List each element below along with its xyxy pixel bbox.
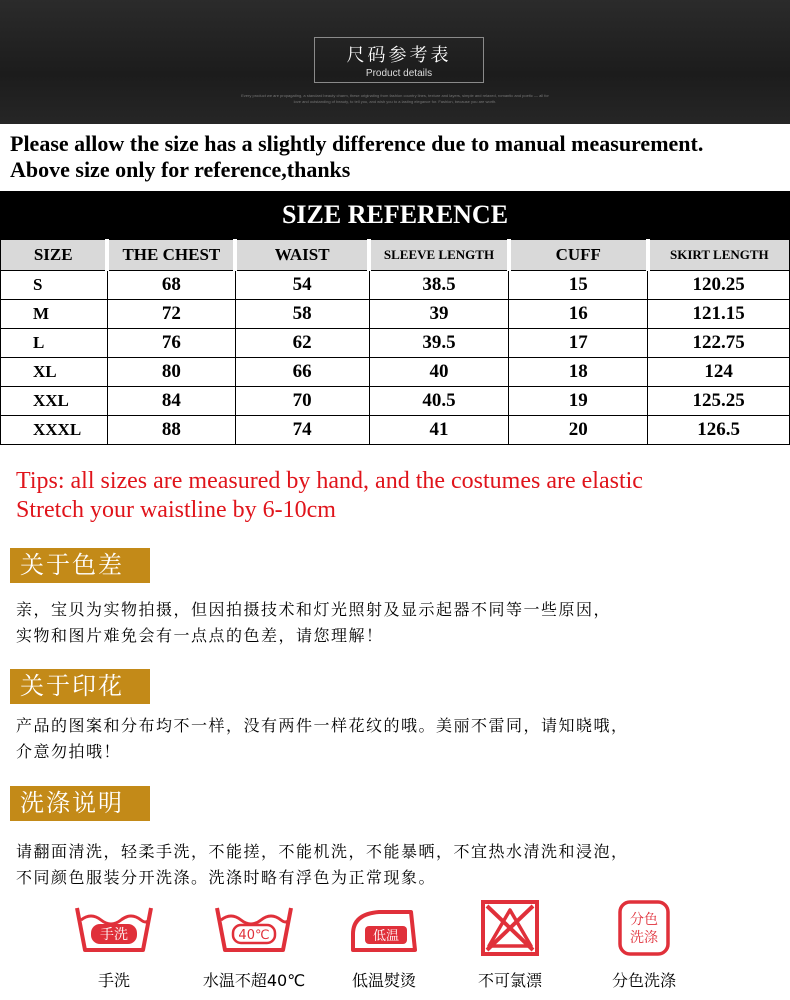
water-temp-icon bbox=[209, 898, 299, 958]
section-label-washing: 洗涤说明 bbox=[10, 786, 150, 821]
svg-text:低温: 低温 bbox=[372, 929, 400, 944]
size-table-header-row bbox=[1, 240, 790, 271]
table-cell: 125.25 bbox=[648, 387, 790, 416]
section-line: 请翻面清洗，轻柔手洗，不能搓，不能机洗，不能暴晒，不宜热水清洗和浸泡， bbox=[16, 842, 629, 861]
table-cell: 74 bbox=[235, 416, 369, 445]
tips-line-1: Tips: all sizes are measured by hand, and the costumes are elastic bbox=[16, 468, 643, 494]
banner-subtitle: Product details bbox=[365, 68, 433, 79]
banner-title-box bbox=[314, 37, 484, 83]
sizing-tips bbox=[16, 467, 786, 525]
section-label-printing: 关于印花 bbox=[10, 669, 150, 704]
table-row bbox=[1, 300, 790, 329]
notice-line-2: Above size only for reference,thanks bbox=[10, 157, 351, 182]
table-cell: 121.15 bbox=[648, 300, 790, 329]
table-cell: 40 bbox=[369, 358, 509, 387]
table-cell: 62 bbox=[235, 329, 369, 358]
size-table bbox=[0, 239, 790, 445]
section-text-washing bbox=[16, 839, 781, 891]
table-cell: XXL bbox=[1, 387, 108, 416]
care-label-hand-wash: 手洗 bbox=[97, 971, 130, 990]
table-cell: 54 bbox=[235, 271, 369, 300]
notice-line-1: Please allow the size has a slightly difference due to manual measurement. bbox=[10, 131, 704, 156]
section-label-color-difference: 关于色差 bbox=[10, 548, 150, 583]
table-row bbox=[1, 271, 790, 300]
no-bleach-icon bbox=[465, 898, 555, 958]
table-cell: 58 bbox=[235, 300, 369, 329]
table-row bbox=[1, 329, 790, 358]
table-cell: 72 bbox=[107, 300, 235, 329]
column-header-cuff: CUFF bbox=[509, 240, 648, 271]
table-cell: XXXL bbox=[1, 416, 108, 445]
separate-wash-symbol-text: 分色洗涤 bbox=[630, 912, 658, 946]
care-label-separate-wash: 分色洗涤 bbox=[611, 971, 676, 990]
column-header-skirt-length: SKIRT LENGTH bbox=[648, 240, 790, 271]
svg-text:40℃: 40℃ bbox=[238, 928, 270, 943]
svg-text:手洗: 手洗 bbox=[100, 927, 128, 943]
table-cell: 76 bbox=[107, 329, 235, 358]
table-cell: 122.75 bbox=[648, 329, 790, 358]
table-cell: 20 bbox=[509, 416, 648, 445]
care-label-no-bleach: 不可氯漂 bbox=[477, 971, 542, 990]
table-cell: 84 bbox=[107, 387, 235, 416]
table-cell: 39 bbox=[369, 300, 509, 329]
table-cell: 16 bbox=[509, 300, 648, 329]
table-row bbox=[1, 416, 790, 445]
section-text-printing bbox=[16, 713, 781, 765]
table-row bbox=[1, 387, 790, 416]
table-cell: 126.5 bbox=[648, 416, 790, 445]
column-header-sleeve-length: SLEEVE LENGTH bbox=[369, 240, 509, 271]
table-cell: 18 bbox=[509, 358, 648, 387]
low-iron-icon bbox=[339, 898, 429, 958]
tips-line-2: Stretch your waistline by 6-10cm bbox=[16, 497, 336, 523]
table-cell: 39.5 bbox=[369, 329, 509, 358]
section-line: 介意勿拍哦！ bbox=[16, 742, 122, 761]
care-item-hand-wash bbox=[44, 898, 184, 991]
section-text-color-difference bbox=[16, 597, 781, 649]
section-line: 实物和图片难免会有一点点的色差，请您理解！ bbox=[16, 626, 384, 645]
banner-fine-print: Every product we are propagating, a standard beauty charm, these originating from fashion country lines, texture and layers, simple and relaxed, romantic and poetic — all for love and outstanding of beauty, to tell you, and wish you to a lasting elegance for. Fashion, because you are worth. bbox=[241, 93, 549, 104]
measurement-notice bbox=[10, 131, 785, 183]
size-table-title: SIZE REFERENCE bbox=[0, 191, 790, 239]
table-cell: 17 bbox=[509, 329, 648, 358]
banner-title: 尺码参考表 bbox=[346, 45, 452, 66]
care-item-water-temp bbox=[184, 898, 324, 991]
care-item-separate-wash bbox=[574, 898, 714, 991]
table-cell: 70 bbox=[235, 387, 369, 416]
care-item-low-iron bbox=[314, 898, 454, 991]
table-cell: 19 bbox=[509, 387, 648, 416]
care-label-low-iron: 低温熨烫 bbox=[351, 971, 416, 990]
table-cell: 124 bbox=[648, 358, 790, 387]
table-cell: 120.25 bbox=[648, 271, 790, 300]
column-header-size: SIZE bbox=[1, 240, 108, 271]
care-label-water-temp: 水温不超40℃ bbox=[202, 971, 306, 990]
table-cell: 66 bbox=[235, 358, 369, 387]
table-row bbox=[1, 358, 790, 387]
table-cell: S bbox=[1, 271, 108, 300]
table-cell: M bbox=[1, 300, 108, 329]
table-cell: 41 bbox=[369, 416, 509, 445]
table-cell: 15 bbox=[509, 271, 648, 300]
table-cell: 68 bbox=[107, 271, 235, 300]
table-cell: XL bbox=[1, 358, 108, 387]
table-cell: 38.5 bbox=[369, 271, 509, 300]
column-header-waist: WAIST bbox=[235, 240, 369, 271]
table-cell: L bbox=[1, 329, 108, 358]
table-cell: 88 bbox=[107, 416, 235, 445]
header-banner bbox=[0, 0, 790, 124]
table-cell: 80 bbox=[107, 358, 235, 387]
section-line: 不同颜色服装分开洗涤。洗涤时略有浮色为正常现象。 bbox=[16, 868, 437, 887]
hand-wash-icon bbox=[69, 898, 159, 958]
section-line: 产品的图案和分布均不一样，没有两件一样花纹的哦。美丽不雷同，请知晓哦， bbox=[16, 716, 629, 735]
care-item-no-bleach bbox=[440, 898, 580, 991]
column-header-chest: THE CHEST bbox=[107, 240, 235, 271]
section-line: 亲，宝贝为实物拍摄，但因拍摄技术和灯光照射及显示起器不同等一些原因， bbox=[16, 600, 612, 619]
table-cell: 40.5 bbox=[369, 387, 509, 416]
separate-wash-icon bbox=[599, 898, 689, 958]
